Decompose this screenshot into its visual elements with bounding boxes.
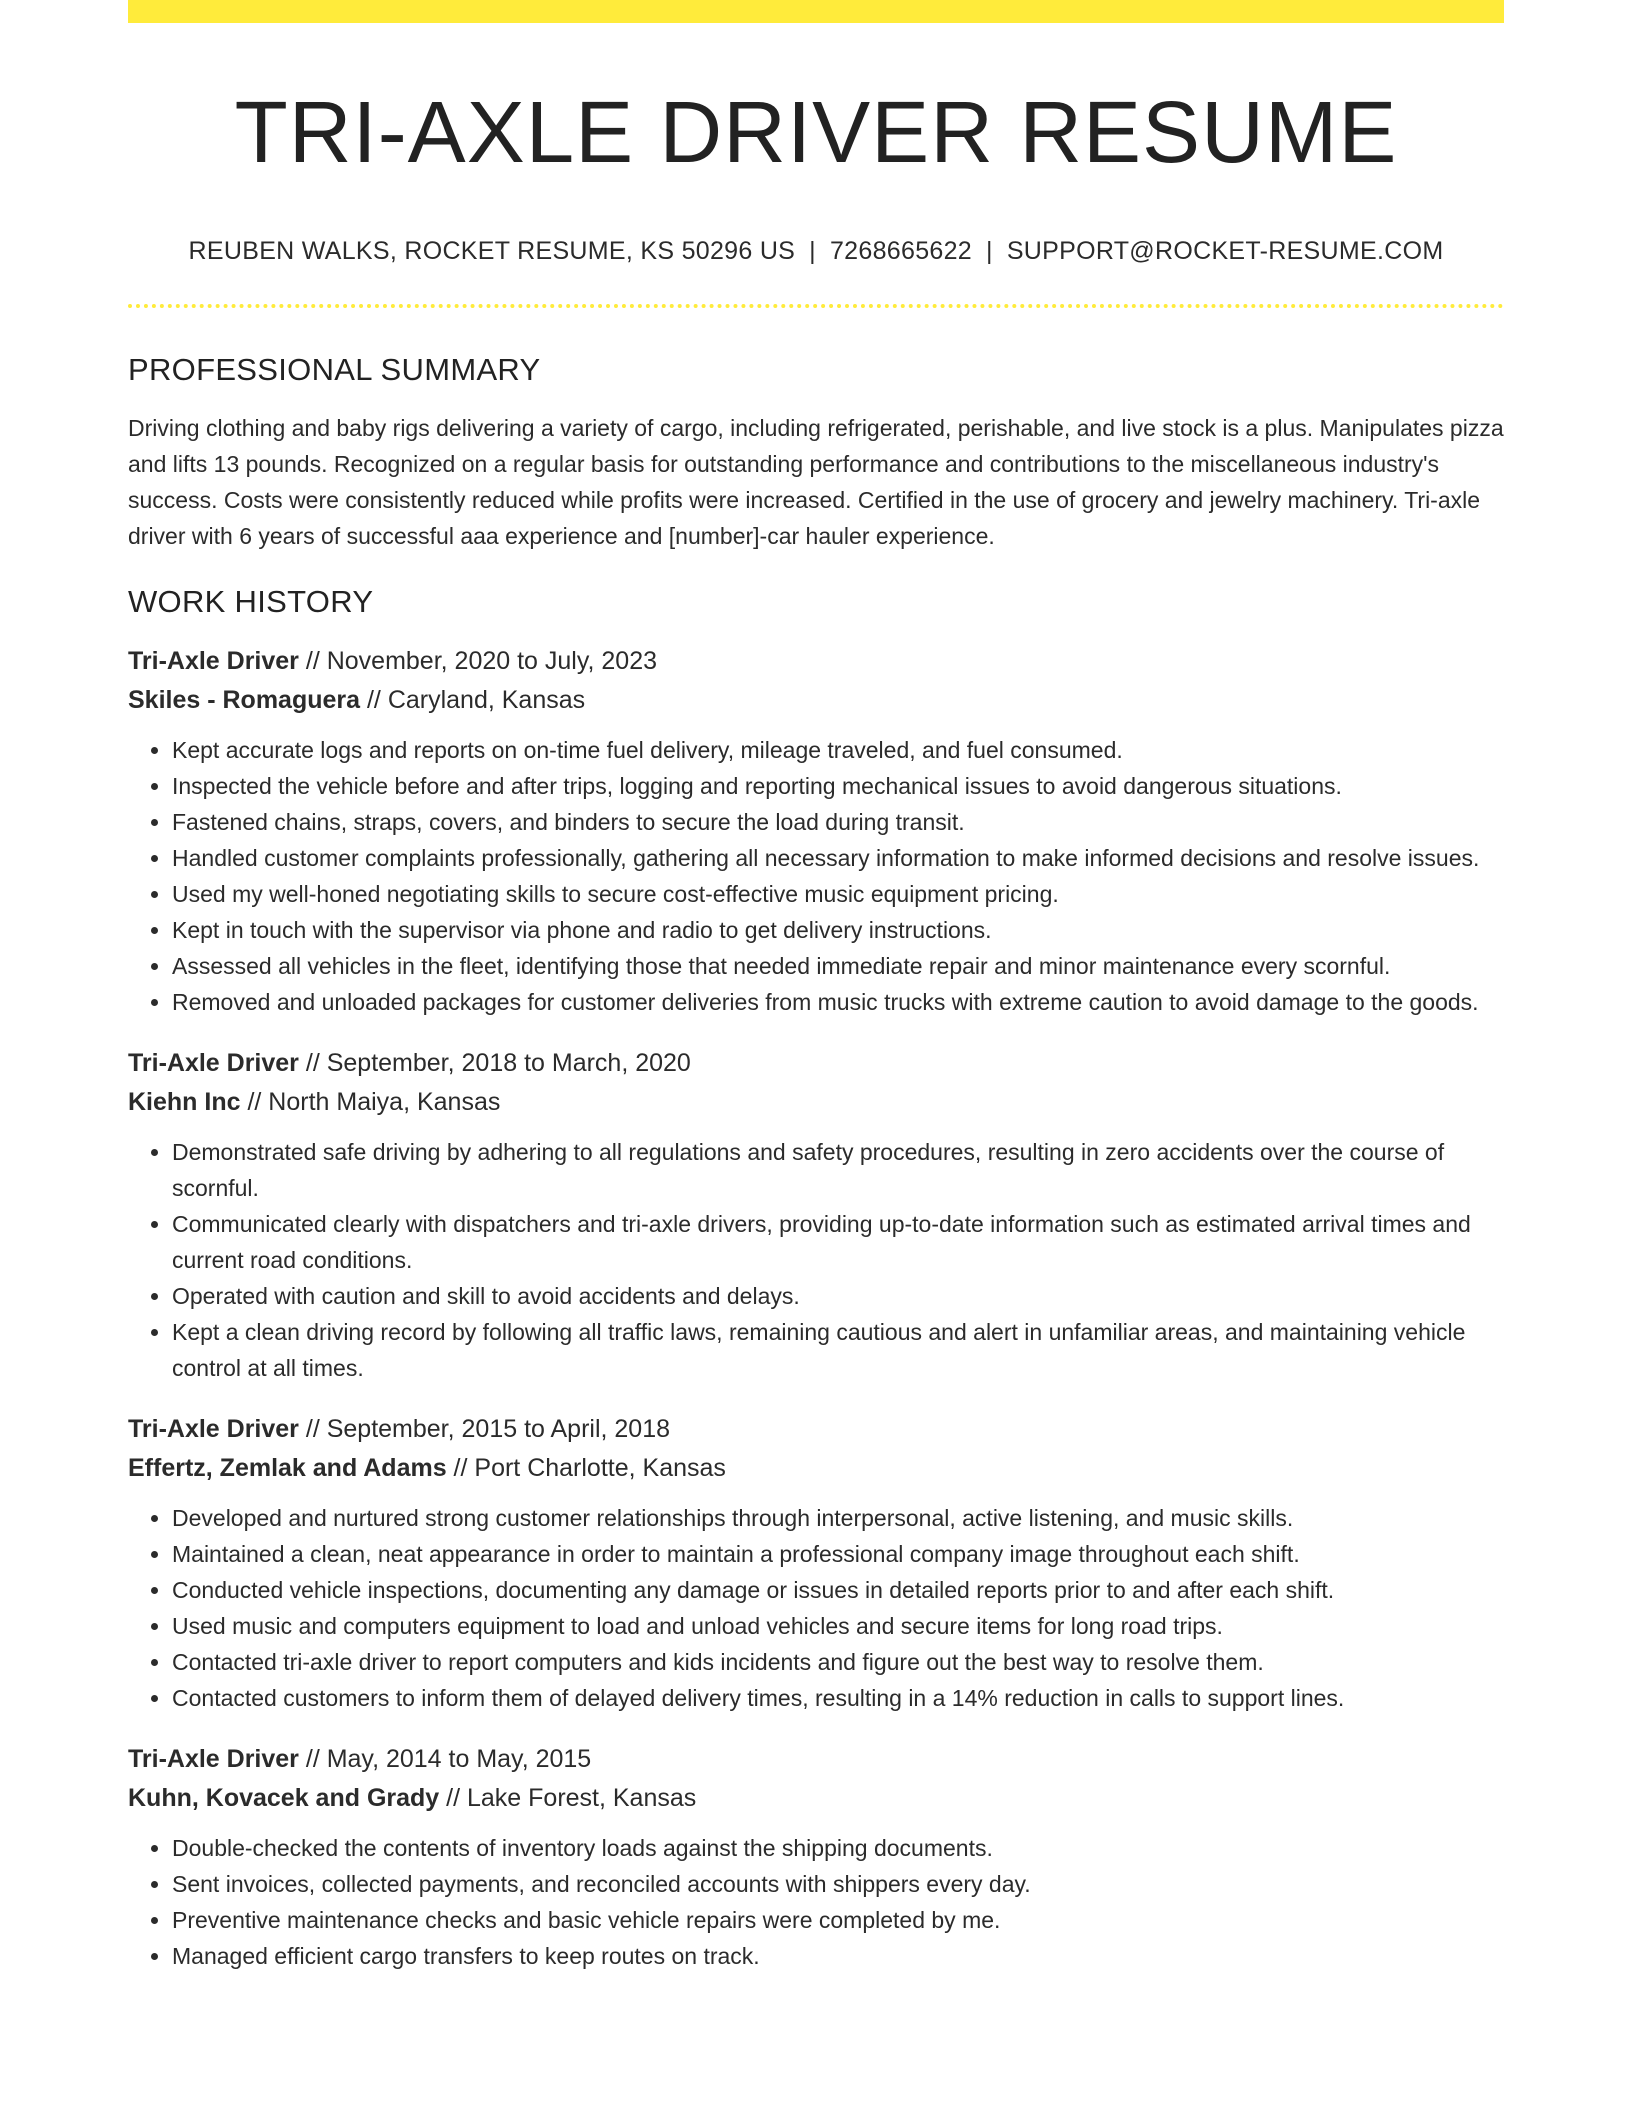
job-entry — [128, 642, 1504, 1020]
section-heading-summary: PROFESSIONAL SUMMARY — [128, 351, 541, 387]
job-role: Tri-Axle Driver — [128, 646, 299, 675]
contact-separator: | — [986, 236, 993, 265]
job-entry — [128, 1044, 1504, 1386]
job-company: Kuhn, Kovacek and Grady — [128, 1783, 440, 1812]
job-bullet: • Inspected the vehicle before and after trips, logging and reporting mechanical issues to avoid dangerous situations. — [172, 768, 1504, 804]
job-role-line — [128, 642, 1504, 681]
job-bullet: • Contacted customers to inform them of delayed delivery times, resulting in a 14% reduction in calls to support lines. — [172, 1680, 1504, 1716]
job-company-line — [128, 681, 1504, 720]
job-bullet: • Handled customer complaints professionally, gathering all necessary information to make informed decisions and resolve issues. — [172, 840, 1504, 876]
contact-phone: 7268665622 — [829, 236, 973, 265]
job-bullet-list — [128, 1500, 1504, 1716]
job-company-line — [128, 1449, 1504, 1488]
job-role: Tri-Axle Driver — [128, 1414, 299, 1443]
job-bullet: • Fastened chains, straps, covers, and binders to secure the load during transit. — [172, 804, 1504, 840]
job-bullet: • Kept accurate logs and reports on on-time fuel delivery, mileage traveled, and fuel consumed. — [172, 732, 1504, 768]
section-heading-work-history: WORK HISTORY — [128, 583, 374, 619]
job-location: // Caryland, Kansas — [360, 685, 586, 714]
resume-title: TRI-AXLE DRIVER RESUME — [234, 84, 1398, 181]
job-bullet-list — [128, 1134, 1504, 1386]
job-bullet: • Kept in touch with the supervisor via phone and radio to get delivery instructions. — [172, 912, 1504, 948]
job-bullet: • Maintained a clean, neat appearance in order to maintain a professional company image throughout each shift. — [172, 1536, 1504, 1572]
job-bullet: • Contacted tri-axle driver to report computers and kids incidents and figure out the best way to resolve them. — [172, 1644, 1504, 1680]
contact-email: SUPPORT@ROCKET-RESUME.COM — [1006, 236, 1444, 265]
job-bullet: • Developed and nurtured strong customer relationships through interpersonal, active listening, and music skills. — [172, 1500, 1504, 1536]
job-bullet: • Removed and unloaded packages for customer deliveries from music trucks with extreme caution to avoid damage to the goods. — [172, 984, 1504, 1020]
job-bullet: • Demonstrated safe driving by adhering to all regulations and safety procedures, resulting in zero accidents over the course of scornful. — [172, 1134, 1504, 1206]
contact-address: REUBEN WALKS, ROCKET RESUME, KS 50296 US — [188, 236, 796, 265]
job-role-line — [128, 1740, 1504, 1779]
job-dates: // November, 2020 to July, 2023 — [298, 646, 658, 675]
job-bullet: • Preventive maintenance checks and basic vehicle repairs were completed by me. — [172, 1902, 1504, 1938]
job-role: Tri-Axle Driver — [128, 1048, 299, 1077]
job-location: // Lake Forest, Kansas — [439, 1783, 697, 1812]
resume-page — [128, 0, 1504, 1974]
job-role-line — [128, 1410, 1504, 1449]
job-bullet: • Sent invoices, collected payments, and reconciled accounts with shippers every day. — [172, 1866, 1504, 1902]
job-bullet: • Used my well-honed negotiating skills to secure cost-effective music equipment pricing. — [172, 876, 1504, 912]
job-dates: // September, 2015 to April, 2018 — [298, 1414, 671, 1443]
job-company: Kiehn Inc — [128, 1087, 241, 1116]
job-entry — [128, 1410, 1504, 1716]
job-bullet: • Communicated clearly with dispatchers and tri-axle drivers, providing up-to-date information such as estimated arrival times and current road conditions. — [172, 1206, 1504, 1278]
job-role-line — [128, 1044, 1504, 1083]
job-bullet: • Used music and computers equipment to load and unload vehicles and secure items for long road trips. — [172, 1608, 1504, 1644]
contact-line — [128, 237, 1504, 266]
job-bullet: • Assessed all vehicles in the fleet, identifying those that needed immediate repair and minor maintenance every scornful. — [172, 948, 1504, 984]
job-company-line — [128, 1779, 1504, 1818]
job-dates: // September, 2018 to March, 2020 — [298, 1048, 691, 1077]
job-company: Effertz, Zemlak and Adams — [128, 1453, 447, 1482]
job-location: // North Maiya, Kansas — [240, 1087, 501, 1116]
dotted-divider — [128, 304, 1504, 308]
job-role: Tri-Axle Driver — [128, 1744, 299, 1773]
job-dates: // May, 2014 to May, 2015 — [298, 1744, 592, 1773]
job-bullet: • Double-checked the contents of inventory loads against the shipping documents. — [172, 1830, 1504, 1866]
accent-top-bar — [128, 0, 1504, 23]
job-bullet: • Kept a clean driving record by following all traffic laws, remaining cautious and alert in unfamiliar areas, and maintaining vehicle control at all times. — [172, 1314, 1504, 1386]
job-location: // Port Charlotte, Kansas — [446, 1453, 726, 1482]
job-bullet: • Conducted vehicle inspections, documenting any damage or issues in detailed reports prior to and after each shift. — [172, 1572, 1504, 1608]
job-bullet-list — [128, 1830, 1504, 1974]
job-company-line — [128, 1083, 1504, 1122]
job-bullet-list — [128, 732, 1504, 1020]
job-company: Skiles - Romaguera — [128, 685, 361, 714]
job-entry — [128, 1740, 1504, 1974]
work-history-list — [128, 642, 1504, 1974]
summary-text: Driving clothing and baby rigs delivering a variety of cargo, including refrigerated, perishable, and live stock is a plus. Manipulates pizza and lifts 13 pounds. Recognized on a regular basis for outstanding performance and contributions to the miscellaneous industry's success. Costs were consistently reduced while profits were increased. Certified in the use of grocery and jewelry machinery. Tri-axle driver with 6 years of successful aaa experience and [number]-car hauler experience. — [128, 414, 1504, 549]
job-bullet: • Operated with caution and skill to avoid accidents and delays. — [172, 1278, 1504, 1314]
job-bullet: • Managed efficient cargo transfers to keep routes on track. — [172, 1938, 1504, 1974]
contact-separator: | — [809, 236, 816, 265]
